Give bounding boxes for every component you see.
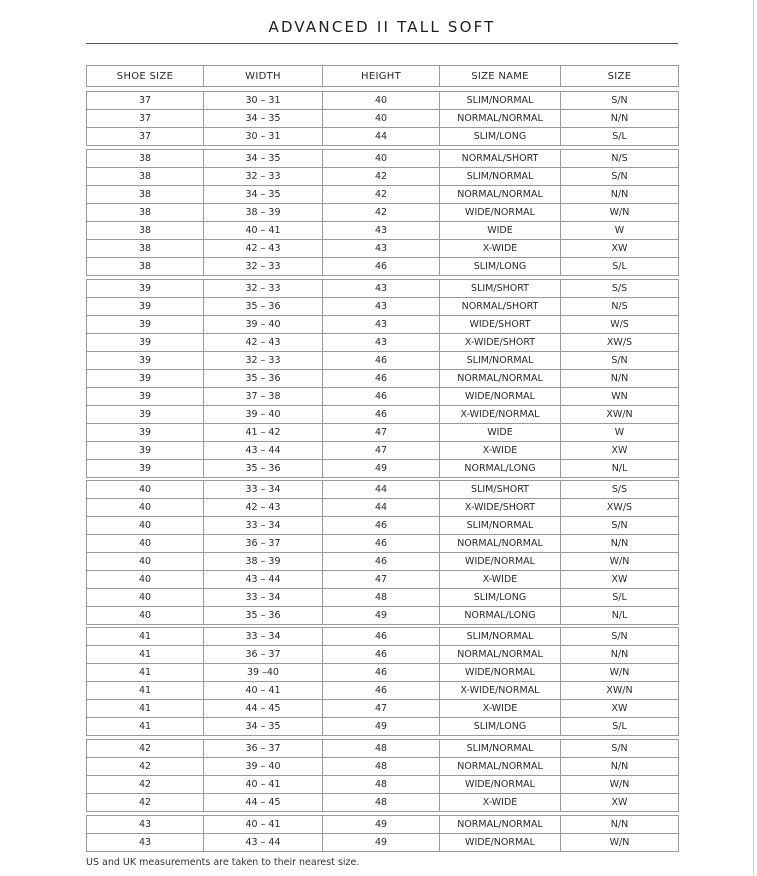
- cell-width: 43 – 44: [204, 442, 323, 460]
- cell-size: W/N: [561, 553, 679, 571]
- cell-width: 44 – 45: [204, 794, 323, 812]
- table-row: [87, 589, 679, 607]
- cell-size-name: X-WIDE/SHORT: [440, 334, 561, 352]
- cell-shoe-size: 39: [87, 370, 204, 388]
- table-row: [87, 816, 679, 834]
- cell-size-name: SLIM/NORMAL: [440, 352, 561, 370]
- cell-size-name: WIDE: [440, 222, 561, 240]
- table-row: [87, 92, 679, 110]
- cell-height: 43: [323, 334, 440, 352]
- table-row: [87, 128, 679, 146]
- cell-size-name: NORMAL/NORMAL: [440, 646, 561, 664]
- cell-width: 34 – 35: [204, 186, 323, 204]
- cell-size: N/N: [561, 110, 679, 128]
- cell-width: 37 – 38: [204, 388, 323, 406]
- table-row: [87, 834, 679, 852]
- table-row: [87, 664, 679, 682]
- cell-size-name: WIDE/NORMAL: [440, 553, 561, 571]
- cell-shoe-size: 40: [87, 517, 204, 535]
- cell-shoe-size: 40: [87, 607, 204, 625]
- cell-size-name: X-WIDE/SHORT: [440, 499, 561, 517]
- cell-shoe-size: 39: [87, 460, 204, 478]
- cell-shoe-size: 38: [87, 168, 204, 186]
- cell-height: 49: [323, 607, 440, 625]
- cell-size-name: SLIM/NORMAL: [440, 517, 561, 535]
- cell-height: 46: [323, 664, 440, 682]
- cell-height: 42: [323, 204, 440, 222]
- table-row: [87, 682, 679, 700]
- cell-shoe-size: 39: [87, 298, 204, 316]
- cell-size-name: X-WIDE/NORMAL: [440, 682, 561, 700]
- cell-size: S/L: [561, 589, 679, 607]
- cell-height: 48: [323, 776, 440, 794]
- cell-shoe-size: 41: [87, 628, 204, 646]
- cell-shoe-size: 38: [87, 204, 204, 222]
- cell-height: 42: [323, 186, 440, 204]
- cell-size: XW/N: [561, 406, 679, 424]
- cell-shoe-size: 39: [87, 352, 204, 370]
- cell-width: 35 – 36: [204, 607, 323, 625]
- cell-shoe-size: 42: [87, 794, 204, 812]
- cell-width: 39 – 40: [204, 758, 323, 776]
- cell-width: 44 – 45: [204, 700, 323, 718]
- cell-size: W: [561, 424, 679, 442]
- cell-size-name: NORMAL/NORMAL: [440, 370, 561, 388]
- size-group-table: [86, 279, 679, 478]
- cell-shoe-size: 41: [87, 664, 204, 682]
- cell-size: XW/S: [561, 334, 679, 352]
- cell-size: S/L: [561, 258, 679, 276]
- size-group-table: [86, 739, 679, 812]
- cell-shoe-size: 38: [87, 186, 204, 204]
- cell-shoe-size: 42: [87, 740, 204, 758]
- cell-height: 46: [323, 646, 440, 664]
- cell-shoe-size: 41: [87, 682, 204, 700]
- cell-shoe-size: 41: [87, 718, 204, 736]
- cell-shoe-size: 41: [87, 646, 204, 664]
- cell-height: 44: [323, 499, 440, 517]
- table-row: [87, 571, 679, 589]
- cell-width: 43 – 44: [204, 571, 323, 589]
- cell-size-name: SLIM/NORMAL: [440, 628, 561, 646]
- cell-size-name: NORMAL/LONG: [440, 460, 561, 478]
- cell-width: 33 – 34: [204, 481, 323, 499]
- cell-shoe-size: 39: [87, 280, 204, 298]
- col-header-size: SIZE: [561, 66, 679, 87]
- col-header-shoe-size: SHOE SIZE: [87, 66, 204, 87]
- cell-height: 40: [323, 92, 440, 110]
- cell-width: 36 – 37: [204, 740, 323, 758]
- cell-width: 42 – 43: [204, 240, 323, 258]
- cell-shoe-size: 39: [87, 388, 204, 406]
- cell-width: 42 – 43: [204, 334, 323, 352]
- cell-height: 43: [323, 298, 440, 316]
- cell-size-name: WIDE/NORMAL: [440, 834, 561, 852]
- cell-height: 48: [323, 740, 440, 758]
- table-row: [87, 388, 679, 406]
- cell-size-name: SLIM/SHORT: [440, 280, 561, 298]
- cell-width: 34 – 35: [204, 110, 323, 128]
- cell-size-name: WIDE/NORMAL: [440, 388, 561, 406]
- cell-size: N/L: [561, 607, 679, 625]
- cell-shoe-size: 43: [87, 834, 204, 852]
- cell-size-name: X-WIDE: [440, 700, 561, 718]
- cell-height: 44: [323, 481, 440, 499]
- cell-width: 30 – 31: [204, 128, 323, 146]
- cell-size-name: WIDE/SHORT: [440, 316, 561, 334]
- cell-height: 48: [323, 794, 440, 812]
- cell-width: 32 – 33: [204, 280, 323, 298]
- cell-height: 46: [323, 517, 440, 535]
- cell-height: 46: [323, 406, 440, 424]
- cell-height: 48: [323, 589, 440, 607]
- cell-width: 33 – 34: [204, 589, 323, 607]
- size-table-header: [86, 65, 679, 87]
- cell-size-name: WIDE/NORMAL: [440, 776, 561, 794]
- cell-size: N/N: [561, 816, 679, 834]
- cell-size: XW: [561, 571, 679, 589]
- cell-shoe-size: 38: [87, 258, 204, 276]
- cell-width: 38 – 39: [204, 204, 323, 222]
- cell-width: 38 – 39: [204, 553, 323, 571]
- cell-height: 44: [323, 128, 440, 146]
- cell-height: 47: [323, 424, 440, 442]
- cell-size: W/N: [561, 776, 679, 794]
- cell-shoe-size: 40: [87, 589, 204, 607]
- cell-shoe-size: 39: [87, 406, 204, 424]
- table-row: [87, 370, 679, 388]
- cell-shoe-size: 39: [87, 316, 204, 334]
- cell-width: 39 –40: [204, 664, 323, 682]
- cell-size-name: X-WIDE: [440, 442, 561, 460]
- cell-width: 39 – 40: [204, 406, 323, 424]
- cell-height: 47: [323, 700, 440, 718]
- table-row: [87, 553, 679, 571]
- cell-height: 43: [323, 240, 440, 258]
- cell-width: 40 – 41: [204, 816, 323, 834]
- table-row: [87, 740, 679, 758]
- cell-shoe-size: 42: [87, 776, 204, 794]
- table-row: [87, 186, 679, 204]
- table-row: [87, 442, 679, 460]
- cell-size: XW: [561, 240, 679, 258]
- table-row: [87, 258, 679, 276]
- col-header-size-name: SIZE NAME: [440, 66, 561, 87]
- table-row: [87, 334, 679, 352]
- cell-size: S/N: [561, 628, 679, 646]
- cell-size: N/L: [561, 460, 679, 478]
- cell-shoe-size: 37: [87, 110, 204, 128]
- cell-size: XW: [561, 794, 679, 812]
- table-row: [87, 222, 679, 240]
- cell-height: 43: [323, 222, 440, 240]
- table-row: [87, 280, 679, 298]
- cell-size: XW: [561, 442, 679, 460]
- cell-width: 35 – 36: [204, 370, 323, 388]
- table-row: [87, 316, 679, 334]
- cell-width: 32 – 33: [204, 258, 323, 276]
- cell-size-name: X-WIDE: [440, 571, 561, 589]
- cell-size-name: SLIM/NORMAL: [440, 740, 561, 758]
- col-header-height: HEIGHT: [323, 66, 440, 87]
- cell-size-name: NORMAL/NORMAL: [440, 186, 561, 204]
- cell-height: 46: [323, 628, 440, 646]
- cell-size-name: NORMAL/NORMAL: [440, 816, 561, 834]
- cell-shoe-size: 39: [87, 442, 204, 460]
- size-group-table: [86, 480, 679, 625]
- cell-size-name: WIDE: [440, 424, 561, 442]
- cell-width: 34 – 35: [204, 150, 323, 168]
- cell-shoe-size: 39: [87, 424, 204, 442]
- cell-height: 43: [323, 280, 440, 298]
- size-group-table: [86, 815, 679, 852]
- page-title: ADVANCED II TALL SOFT: [268, 18, 496, 36]
- cell-size: W/N: [561, 664, 679, 682]
- size-group-table: [86, 91, 679, 146]
- cell-height: 46: [323, 535, 440, 553]
- table-row: [87, 460, 679, 478]
- cell-size: S/S: [561, 280, 679, 298]
- table-row: [87, 499, 679, 517]
- cell-width: 40 – 41: [204, 682, 323, 700]
- cell-shoe-size: 40: [87, 535, 204, 553]
- cell-width: 43 – 44: [204, 834, 323, 852]
- cell-height: 40: [323, 110, 440, 128]
- cell-shoe-size: 42: [87, 758, 204, 776]
- cell-shoe-size: 40: [87, 481, 204, 499]
- table-row: [87, 517, 679, 535]
- cell-size: N/N: [561, 646, 679, 664]
- cell-shoe-size: 37: [87, 128, 204, 146]
- cell-size: W/S: [561, 316, 679, 334]
- cell-width: 36 – 37: [204, 535, 323, 553]
- table-row: [87, 646, 679, 664]
- cell-size-name: X-WIDE: [440, 240, 561, 258]
- cell-size-name: SLIM/LONG: [440, 589, 561, 607]
- cell-width: 30 – 31: [204, 92, 323, 110]
- table-row: [87, 718, 679, 736]
- table-row: [87, 204, 679, 222]
- cell-size: N/N: [561, 186, 679, 204]
- table-row: [87, 424, 679, 442]
- cell-shoe-size: 37: [87, 92, 204, 110]
- cell-shoe-size: 39: [87, 334, 204, 352]
- cell-size: S/N: [561, 168, 679, 186]
- cell-height: 40: [323, 150, 440, 168]
- col-header-width: WIDTH: [204, 66, 323, 87]
- size-group-table: [86, 149, 679, 276]
- table-row: [87, 481, 679, 499]
- cell-height: 48: [323, 758, 440, 776]
- cell-size: WN: [561, 388, 679, 406]
- cell-size: S/L: [561, 718, 679, 736]
- cell-height: 43: [323, 316, 440, 334]
- cell-size: N/N: [561, 758, 679, 776]
- cell-width: 32 – 33: [204, 168, 323, 186]
- cell-height: 49: [323, 460, 440, 478]
- cell-shoe-size: 43: [87, 816, 204, 834]
- cell-size: N/N: [561, 370, 679, 388]
- cell-width: 32 – 33: [204, 352, 323, 370]
- cell-size: W/N: [561, 204, 679, 222]
- cell-shoe-size: 41: [87, 700, 204, 718]
- table-row: [87, 352, 679, 370]
- size-group-table: [86, 627, 679, 736]
- cell-size-name: SLIM/LONG: [440, 128, 561, 146]
- cell-shoe-size: 40: [87, 571, 204, 589]
- cell-size: S/N: [561, 740, 679, 758]
- cell-width: 42 – 43: [204, 499, 323, 517]
- cell-height: 47: [323, 442, 440, 460]
- cell-size-name: NORMAL/SHORT: [440, 150, 561, 168]
- cell-height: 46: [323, 553, 440, 571]
- cell-width: 41 – 42: [204, 424, 323, 442]
- cell-size-name: NORMAL/LONG: [440, 607, 561, 625]
- cell-width: 39 – 40: [204, 316, 323, 334]
- table-row: [87, 607, 679, 625]
- cell-height: 46: [323, 370, 440, 388]
- cell-size: S/N: [561, 517, 679, 535]
- table-row: [87, 628, 679, 646]
- cell-size-name: SLIM/LONG: [440, 718, 561, 736]
- cell-width: 34 – 35: [204, 718, 323, 736]
- cell-height: 49: [323, 834, 440, 852]
- cell-height: 49: [323, 718, 440, 736]
- table-row: [87, 700, 679, 718]
- table-row: [87, 776, 679, 794]
- cell-height: 46: [323, 352, 440, 370]
- cell-shoe-size: 40: [87, 499, 204, 517]
- cell-size: W: [561, 222, 679, 240]
- table-row: [87, 535, 679, 553]
- cell-size: N/N: [561, 535, 679, 553]
- cell-size: S/N: [561, 352, 679, 370]
- table-row: [87, 406, 679, 424]
- cell-size-name: SLIM/NORMAL: [440, 168, 561, 186]
- cell-height: 46: [323, 258, 440, 276]
- table-row: [87, 758, 679, 776]
- cell-size: N/S: [561, 150, 679, 168]
- cell-height: 46: [323, 388, 440, 406]
- cell-size-name: X-WIDE: [440, 794, 561, 812]
- cell-size: S/N: [561, 92, 679, 110]
- cell-shoe-size: 38: [87, 240, 204, 258]
- cell-width: 36 – 37: [204, 646, 323, 664]
- cell-width: 35 – 36: [204, 298, 323, 316]
- cell-size: S/S: [561, 481, 679, 499]
- table-row: [87, 794, 679, 812]
- table-row: [87, 168, 679, 186]
- header-row: [87, 66, 679, 87]
- cell-size: XW/N: [561, 682, 679, 700]
- table-row: [87, 150, 679, 168]
- title-divider: [86, 43, 678, 44]
- cell-size-name: WIDE/NORMAL: [440, 204, 561, 222]
- cell-size: S/L: [561, 128, 679, 146]
- cell-size: XW: [561, 700, 679, 718]
- table-row: [87, 110, 679, 128]
- cell-size-name: NORMAL/NORMAL: [440, 758, 561, 776]
- table-row: [87, 298, 679, 316]
- cell-width: 40 – 41: [204, 776, 323, 794]
- cell-shoe-size: 38: [87, 150, 204, 168]
- cell-height: 42: [323, 168, 440, 186]
- cell-size-name: NORMAL/NORMAL: [440, 535, 561, 553]
- cell-width: 40 – 41: [204, 222, 323, 240]
- page-edge: [753, 0, 754, 876]
- cell-width: 33 – 34: [204, 517, 323, 535]
- cell-size-name: SLIM/NORMAL: [440, 92, 561, 110]
- cell-size-name: X-WIDE/NORMAL: [440, 406, 561, 424]
- cell-height: 47: [323, 571, 440, 589]
- cell-size: XW/S: [561, 499, 679, 517]
- cell-size-name: WIDE/NORMAL: [440, 664, 561, 682]
- cell-size-name: SLIM/SHORT: [440, 481, 561, 499]
- cell-width: 35 – 36: [204, 460, 323, 478]
- cell-height: 49: [323, 816, 440, 834]
- cell-size-name: NORMAL/SHORT: [440, 298, 561, 316]
- cell-size-name: NORMAL/NORMAL: [440, 110, 561, 128]
- cell-size: N/S: [561, 298, 679, 316]
- cell-size-name: SLIM/LONG: [440, 258, 561, 276]
- cell-shoe-size: 38: [87, 222, 204, 240]
- cell-width: 33 – 34: [204, 628, 323, 646]
- cell-shoe-size: 40: [87, 553, 204, 571]
- table-row: [87, 240, 679, 258]
- cell-size: W/N: [561, 834, 679, 852]
- cell-height: 46: [323, 682, 440, 700]
- footnote: US and UK measurements are taken to their nearest size.: [86, 857, 360, 868]
